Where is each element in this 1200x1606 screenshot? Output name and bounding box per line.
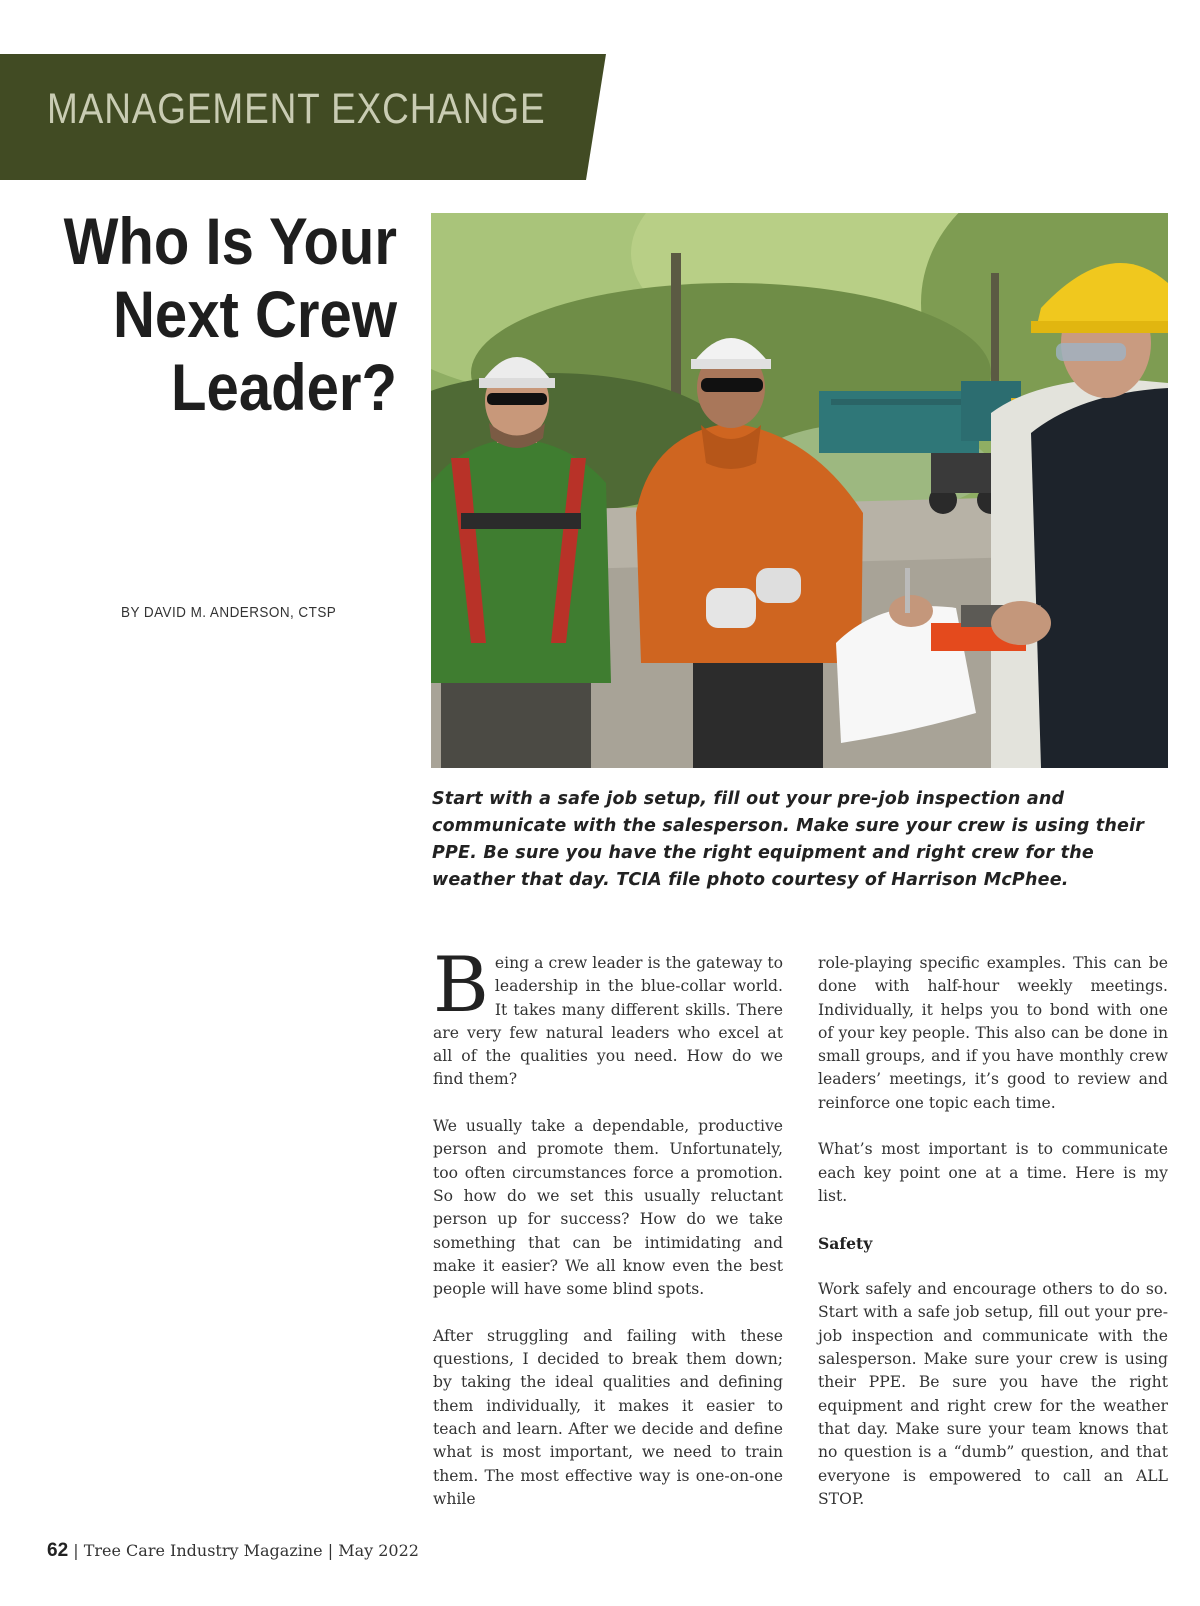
body-paragraph: Work safely and encourage others to do so. Start with a safe job setup, fill out your pre-job inspection and communicate with the salesperson. Make sure your crew is using their PPE. Be sure you have the right equipment and right crew for the weather that day. Make sure your team knows that no question is a “dumb” question, and that everyone is empowered to call an ALL STOP.	[818, 1280, 1168, 1508]
article-byline: BY DAVID M. ANDERSON, CTSP	[121, 604, 337, 621]
article-column-2	[818, 952, 1168, 1534]
headline-line: Leader?	[171, 350, 397, 424]
drop-cap: B	[433, 940, 489, 1029]
section-label: MANAGEMENT EXCHANGE	[47, 85, 546, 133]
photo-caption: Start with a safe job setup, fill out your pre-job inspection and communicate with the salesperson. Make sure your crew is using their PPE. Be sure you have the right equipment and right crew for the weather that day. TCIA file photo courtesy of Harrison McPhee.	[432, 789, 1145, 890]
page-number: 62	[47, 1540, 69, 1561]
body-paragraph: After struggling and failing with these questions, I decided to break them down; by taking the ideal qualities and defining them individually, it makes it easier to teach and learn. After we decide and define what is most important, we need to train them. The most effective way is one-on-one while	[433, 1326, 783, 1508]
paragraph-text: eing a crew leader is the gateway to leadership in the blue-collar world. It takes many different skills. There are very few natural leaders who excel at all of the qualities you need. How do we find them?	[433, 954, 783, 1089]
body-paragraph: We usually take a dependable, productive person and promote them. Unfortunately, too often circumstances force a promotion. So how do we set this usually reluctant person up for success? How do we take something that can be intimidating and make it easier? We all know even the best people will have some blind spots.	[433, 1117, 783, 1299]
publication-info: | Tree Care Industry Magazine | May 2022	[68, 1541, 419, 1560]
headline-line: Who Is Your	[63, 204, 397, 278]
headline-line: Next Crew	[112, 277, 397, 351]
body-paragraph: role-playing specific examples. This can be done with half-hour weekly meetings. Individually, it helps you to bond with one of your key people. This also can be done in small groups, and if you have monthly crew leaders’ meetings, it’s good to review and reinforce one topic each time.	[818, 954, 1168, 1112]
article-headline	[0, 205, 397, 424]
article-column-1	[433, 940, 783, 1534]
page-footer	[47, 1540, 419, 1562]
section-subhead: Safety	[818, 1233, 873, 1253]
body-paragraph	[433, 940, 783, 1092]
article-photo	[431, 213, 1168, 768]
body-paragraph: What’s most important is to communicate each key point one at a time. Here is my list.	[818, 1140, 1168, 1205]
